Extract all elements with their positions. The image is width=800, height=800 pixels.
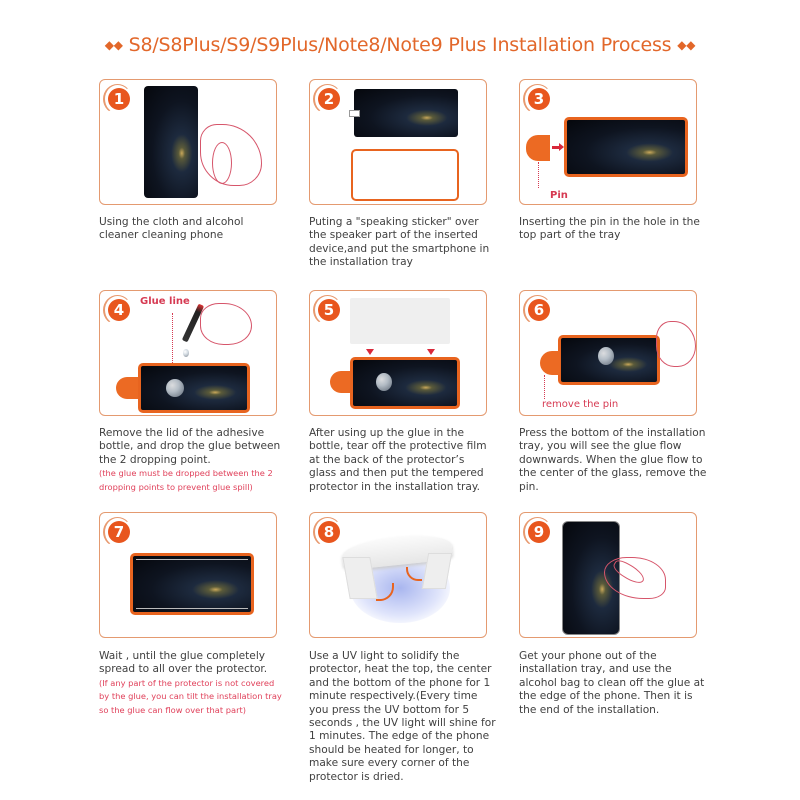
installation-tray-with-phone <box>130 553 254 615</box>
step-number-badge: 8 <box>318 521 340 543</box>
glue-puddle-icon <box>376 373 392 391</box>
step-number-badge: 9 <box>528 521 550 543</box>
step-1-description: Using the cloth and alcohol cleaner cleaning phone <box>99 216 244 242</box>
diamond-ornament-icon: ◆◆ <box>677 38 696 52</box>
step-3-illustration <box>519 79 697 205</box>
step-number-badge: 7 <box>108 521 130 543</box>
step-7-warning-note: (If any part of the protector is not covered by the glue, you can tilt the installation tray so the glue can flow over that part) <box>99 677 282 715</box>
pin-leader-line <box>538 162 553 188</box>
pin-leader-line <box>544 375 546 399</box>
hand-icon <box>200 303 252 345</box>
step-6-illustration <box>519 290 697 416</box>
step-number-badge: 2 <box>318 88 340 110</box>
step-9-illustration <box>519 512 697 638</box>
step-7-description: Wait , until the glue completely spread to all over the protector. (If any part of the protector is not covered by the glue, you can tilt the installation tray so the glue can flow over that part) <box>99 650 284 718</box>
glue-puddle-icon <box>166 379 184 397</box>
step-number-badge: 5 <box>318 299 340 321</box>
finger-icon <box>212 142 232 184</box>
step-4-warning-note: (the glue must be dropped between the 2 dropping points to prevent glue spill) <box>99 468 273 492</box>
installation-tray-with-phone <box>350 357 460 409</box>
pin-label: Pin <box>550 190 568 201</box>
step-number-badge: 6 <box>528 299 550 321</box>
step-4-description: Remove the lid of the adhesive bottle, and drop the glue between the 2 dropping point. (the glue must be dropped between the 2 dropping points to prevent glue spill) <box>99 427 284 494</box>
arrow-right-icon <box>552 146 559 149</box>
step-4-illustration <box>99 290 277 416</box>
arrow-down-icon <box>366 349 374 355</box>
step-8-description: Use a UV light to solidify the protector, heat the top, the center and the bottom of the phone for 1 minute respectively.(Every time you press the UV bottom for 5 seconds , the UV light will shine for 1 minutes. The edge of the phone should be heated for longer, to make sure every corner of the protector is dried. <box>309 650 496 783</box>
tempered-glass-protector <box>350 298 450 344</box>
installation-tray <box>351 149 459 201</box>
installation-tray-with-phone <box>564 117 688 177</box>
remove-pin-label: remove the pin <box>542 399 619 410</box>
pin-icon <box>330 371 350 393</box>
step-8-illustration <box>309 512 487 638</box>
step-1-illustration <box>99 79 277 205</box>
phone-screen-image <box>354 89 458 137</box>
arrow-right-icon <box>559 143 564 151</box>
step-number-badge: 1 <box>108 88 130 110</box>
installation-tray-with-phone <box>138 363 250 413</box>
pin-icon <box>540 351 560 375</box>
step-6-description: Press the bottom of the installation tray, you will see the glue flow downwards. When the glue flow to the center of the glass, remove the pin. <box>519 427 707 493</box>
protector-edge-line <box>136 608 248 609</box>
step-5-illustration <box>309 290 487 416</box>
step-3-description: Inserting the pin in the hole in the top part of the tray <box>519 216 700 242</box>
step-number-badge: 4 <box>108 299 130 321</box>
hand-pressing-icon <box>656 321 696 367</box>
phone-screen-image <box>144 86 198 198</box>
pin-icon <box>526 135 550 161</box>
glue-puddle-icon <box>598 347 614 365</box>
arrow-down-icon <box>427 349 435 355</box>
page-title <box>0 34 800 56</box>
title-text: S8/S8Plus/S9/S9Plus/Note8/Note9 Plus Installation Process <box>128 34 672 56</box>
glue-drop-icon <box>183 349 189 357</box>
step-number-badge: 3 <box>528 88 550 110</box>
step-9-description: Get your phone out of the installation tray, and use the alcohol bag to clean off the glue at the edge of the phone. Then it is the end of the installation. <box>519 650 705 716</box>
step-7-illustration <box>99 512 277 638</box>
step-2-illustration <box>309 79 487 205</box>
step-5-description: After using up the glue in the bottle, tear off the protective film at the back of the protector’s glass and then put the tempered protector in the installation tray. <box>309 427 487 493</box>
step-2-description: Puting a "speaking sticker" over the speaker part of the inserted device,and put the smartphone in the installation tray <box>309 216 490 269</box>
glue-line-label: Glue line <box>140 296 190 307</box>
diamond-ornament-icon: ◆◆ <box>104 38 123 52</box>
protector-edge-line <box>136 559 248 560</box>
pin-icon <box>116 377 138 399</box>
speaking-sticker <box>349 110 360 117</box>
